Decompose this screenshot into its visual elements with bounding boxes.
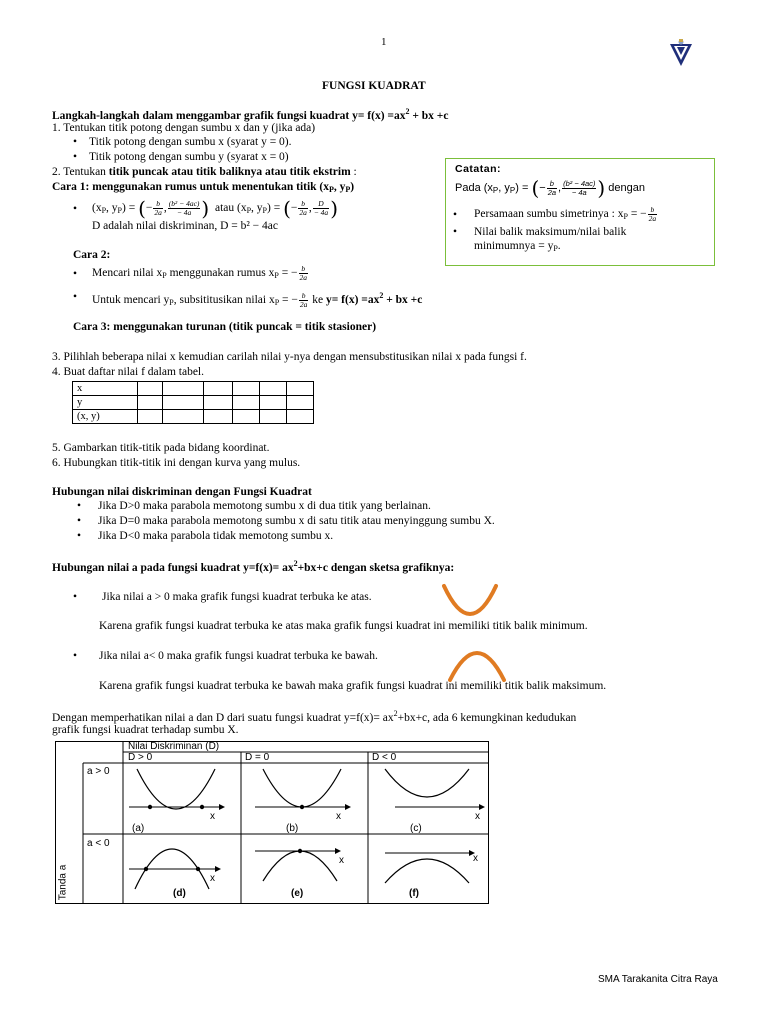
page-title: FUNGSI KUADRAT [322, 80, 426, 92]
cara-2-bullet-2: Untuk mencari $y_P$, subsititusikan nilai $x_P$ = − $\frac{b}{2a}$ ke $y= f(x) =ax^2$ + bx +c [92, 290, 423, 309]
panel-label-a: (a) [132, 823, 145, 834]
table-row [73, 396, 314, 410]
step-1-bullet-2: Titik potong dengan sumbu y (syarat x = 0) [89, 151, 289, 163]
note-bullet-2-line-1: Nilai balik maksimum/nilai balik [474, 226, 627, 238]
steps-heading: Langkah-langkah dalam menggambar grafik fungsi kuadrat $y= f(x) =ax^2$ + bx +c [52, 107, 449, 122]
bullet-dot: • [73, 151, 78, 163]
table-row-label: (x, y) [73, 410, 138, 424]
bullet-dot: • [73, 650, 78, 662]
page-number: 1 [381, 36, 387, 48]
bullet-dot: • [453, 226, 458, 238]
step-3: 3. Pilihlah beberapa nilai x kemudian carilah nilai y-nya dengan mensubstitusikan nilai x pada fungsi f. [52, 351, 527, 363]
note-bullet-1: Persamaan sumbu simetrinya : $x_P$ = − $\frac{b}{2a}$ [474, 204, 657, 223]
cara-2-bullet-1: Mencari nilai $x_P$ menggunakan rumus $x_P$ = − $\frac{b}{2a}$ [92, 263, 308, 282]
a-negative-description: Karena grafik fungsi kuadrat terbuka ke bawah maka grafik fungsi kuadrat ini memiliki titik balik maksimum. [99, 680, 607, 692]
table-row [73, 382, 314, 396]
cara-1-heading: Cara 1: menggunakan rumus untuk menentukan titik ($x_P$, $y_P$) [52, 181, 355, 194]
step-4: 4. Buat daftar nilai f dalam tabel. [52, 366, 204, 378]
bullet-dot: • [73, 291, 78, 303]
cara-1-formula: ($x_P$, $y_P$) = (− $\frac{b}{2a}$ , $\frac{\text{(b² − 4ac)}}{- 4a}$ ) atau ($x_P$, $y_P$) = (− $\frac{b}{2a}$ , $\frac{D}{- 4a}$ ) [92, 196, 338, 221]
row-a-negative: a < 0 [87, 838, 110, 849]
row-axis-label: Tanda a [57, 864, 69, 901]
value-table [72, 381, 314, 424]
column-d-negative: D < 0 [372, 752, 397, 763]
table-row [73, 410, 314, 424]
step-5: 5. Gambarkan titik-titik pada bidang koordinat. [52, 442, 270, 454]
cara-2-heading: Cara 2: [73, 249, 111, 261]
panel-label-c: (c) [410, 823, 422, 834]
cara-3-heading: Cara 3: menggunakan turunan (titik puncak = titik stasioner) [73, 321, 377, 333]
panel-label-d: (d) [173, 888, 186, 899]
footer-school: SMA Tarakanita Citra Raya [598, 974, 718, 985]
school-crest-icon [668, 38, 694, 68]
x-axis-label: x [473, 853, 478, 864]
table-row-label: x [73, 382, 138, 396]
bullet-dot: • [453, 209, 458, 221]
bullet-dot: • [73, 591, 78, 603]
bullet-dot: • [73, 136, 78, 148]
step-6: 6. Hubungkan titik-titik ini dengan kurva yang mulus. [52, 457, 301, 469]
note-bullet-2-line-2: minimumnya = $y_P$. [474, 240, 561, 253]
positions-intro-line-2: grafik fungsi kuadrat terhadap sumbu X. [52, 724, 239, 736]
discriminant-item: Jika D>0 maka parabola memotong sumbu x di dua titik yang berlainan. [98, 500, 431, 512]
a-positive-description: Karena grafik fungsi kuadrat terbuka ke atas maka grafik fungsi kuadrat ini memiliki titik balik minimum. [99, 620, 588, 632]
column-d-positive: D > 0 [128, 752, 153, 763]
discriminant-heading: Hubungan nilai diskriminan dengan Fungsi Kuadrat [52, 486, 312, 498]
x-axis-label: x [210, 873, 215, 884]
panel-label-e: (e) [291, 888, 304, 899]
a-value-heading: Hubungan nilai a pada fungsi kuadrat $y=f(x)= ax^2+bx+c$ dengan sketsa grafiknya: [52, 559, 455, 574]
bullet-dot: • [77, 500, 82, 512]
note-line-1: Pada ($x_P$, $y_P$) = (− $\frac{b}{2a}$ , $\frac{\text{(b² − 4ac)}}{- 4a}$ ) dengan [455, 176, 645, 201]
table-row-label: y [73, 396, 138, 410]
x-axis-label: x [210, 811, 215, 822]
x-axis-label: x [339, 855, 344, 866]
step-1-bullet-1: Titik potong dengan sumbu x (syarat y = 0). [89, 136, 292, 148]
positions-intro-line-1: Dengan memperhatikan nilai a dan D dari suatu fungsi kuadrat $y=f(x)= ax^2+bx+c$, ada 6 kemungkinan kedudukan [52, 709, 577, 724]
a-negative-item: Jika nilai a< 0 maka grafik fungsi kuadrat terbuka ke bawah. [99, 650, 378, 662]
bullet-dot: • [73, 203, 78, 215]
x-axis-label: x [475, 811, 480, 822]
column-d-zero: D = 0 [245, 752, 270, 763]
upward-parabola-icon [440, 582, 500, 621]
figure-header: Nilai Diskriminan (D) [128, 741, 220, 752]
note-title: Catatan: [455, 163, 502, 175]
bullet-dot: • [73, 268, 78, 280]
x-axis-label: x [336, 811, 341, 822]
discriminant-definition: D adalah nilai diskriminan, D = b² − 4ac [92, 220, 278, 232]
step-2: 2. Tentukan titik puncak atau titik baliknya atau titik ekstrim : [52, 166, 357, 178]
discriminant-item: Jika D<0 maka parabola tidak memotong sumbu x. [98, 530, 334, 542]
bullet-dot: • [77, 530, 82, 542]
discriminant-item: Jika D=0 maka parabola memotong sumbu x di satu titik atau menyinggung sumbu X. [98, 515, 495, 527]
panel-label-f: (f) [409, 888, 419, 899]
row-a-positive: a > 0 [87, 766, 110, 777]
a-positive-item: Jika nilai a > 0 maka grafik fungsi kuadrat terbuka ke atas. [102, 591, 372, 603]
panel-label-b: (b) [286, 823, 299, 834]
note-box [445, 158, 715, 266]
bullet-dot: • [77, 515, 82, 527]
step-1: 1. Tentukan titik potong dengan sumbu x dan y (jika ada) [52, 122, 316, 134]
parabola-positions-figure [55, 741, 489, 904]
